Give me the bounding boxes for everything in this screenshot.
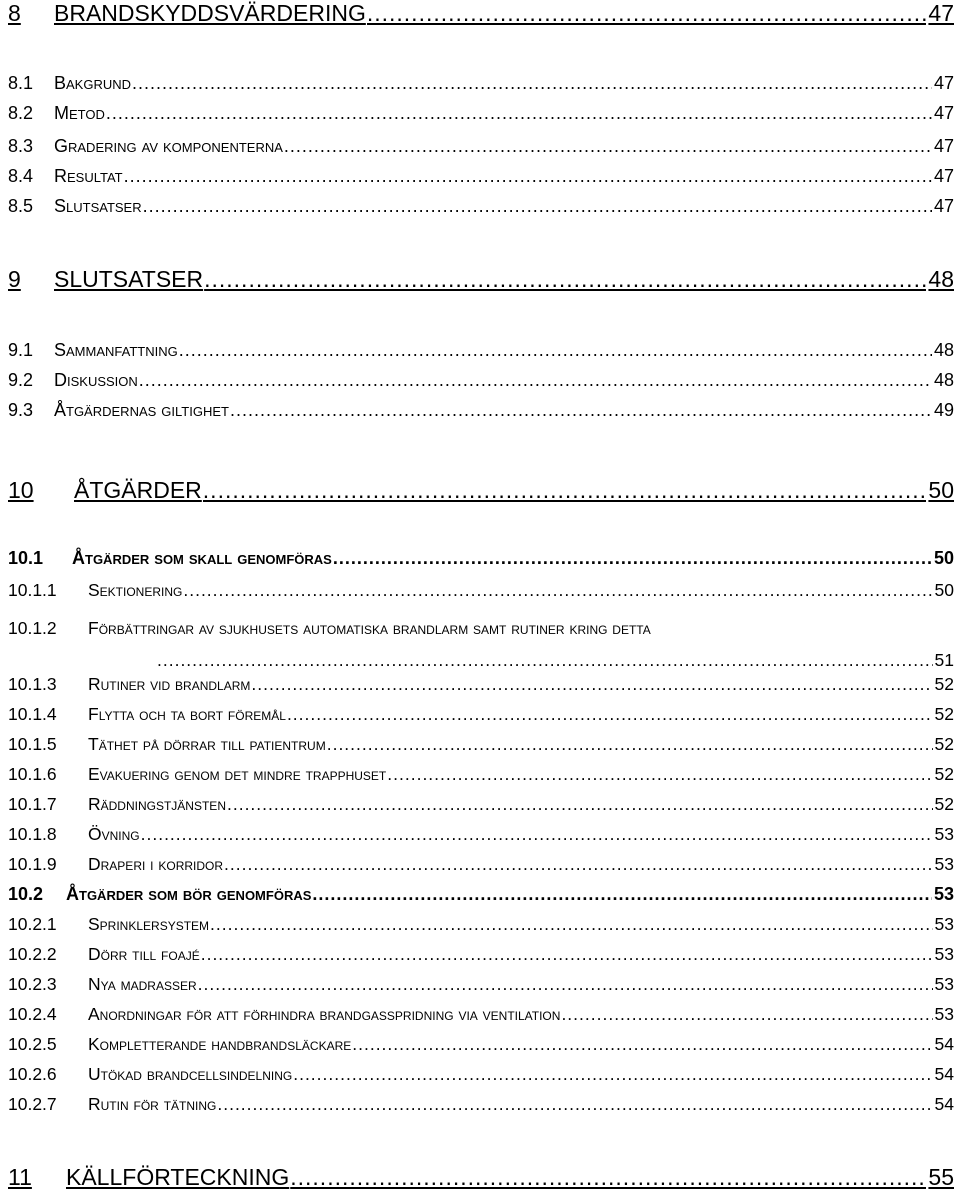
toc-entry-page: 54 (934, 1064, 954, 1084)
toc-entry[interactable] (8, 884, 954, 905)
toc-entry-title: Rutiner vid brandlarm (88, 674, 251, 694)
toc-entry[interactable] (8, 974, 954, 995)
leader-dots (352, 1034, 932, 1055)
toc-entry-continuation (8, 644, 954, 676)
toc-entry[interactable] (8, 477, 954, 504)
toc-entry-title: Bakgrund (54, 73, 132, 93)
toc-entry[interactable] (8, 548, 954, 569)
toc-entry-page: 53 (934, 974, 954, 994)
toc-entry-title: Diskussion (54, 370, 138, 390)
leader-dots (210, 914, 932, 935)
toc-entry-page: 52 (934, 674, 954, 694)
toc-entry-title: Sprinklersystem (88, 914, 210, 934)
leader-dots (139, 370, 932, 391)
toc-entry-page: 47 (933, 103, 954, 123)
toc-entry-title: Utökad brandcellsindelning (88, 1064, 293, 1084)
toc-entry-page: 49 (933, 400, 954, 420)
toc-entry[interactable] (8, 1094, 954, 1115)
toc-entry-title: KÄLLFÖRTECKNING (66, 1164, 290, 1190)
toc-entry-title: Dörr till foajé (88, 944, 200, 964)
leader-dots (141, 824, 933, 845)
toc-entry-title: Täthet på dörrar till patientrum (88, 734, 326, 754)
toc-entry-number: 10.2.7 (8, 1094, 57, 1114)
leader-dots (333, 548, 932, 569)
toc-entry-page: 47 (928, 0, 954, 26)
leader-dots (201, 944, 933, 965)
toc-entry-title: Övning (88, 824, 140, 844)
leader-dots (367, 0, 927, 27)
toc-entry-number: 10.2.6 (8, 1064, 57, 1084)
toc-entry-page: 53 (934, 1004, 954, 1024)
leader-dots (251, 674, 932, 695)
toc-entry[interactable] (8, 266, 954, 293)
toc-entry[interactable] (8, 764, 954, 785)
leader-dots (198, 974, 933, 995)
toc-entry[interactable] (8, 704, 954, 725)
toc-entry-page: 52 (934, 794, 954, 814)
toc-entry[interactable] (8, 1034, 954, 1055)
leader-dots (179, 340, 932, 361)
toc-entry-page: 47 (933, 136, 954, 156)
toc-entry-title: Sammanfattning (54, 340, 178, 360)
toc-entry[interactable] (8, 400, 954, 421)
toc-entry-title: Slutsatser (54, 196, 142, 216)
leader-dots (143, 196, 932, 217)
leader-dots (217, 1094, 932, 1115)
leader-dots (227, 794, 933, 815)
toc-entry-page: 53 (934, 914, 954, 934)
toc-entry[interactable] (8, 824, 954, 845)
leader-dots (106, 103, 932, 124)
toc-entry-title: Åtgärder som bör genomföras (66, 884, 312, 904)
toc-entry-number: 8.5 (8, 196, 34, 216)
toc-entry-page: 52 (934, 764, 954, 784)
toc-entry-number: 10.1.5 (8, 734, 57, 754)
toc-entry-page: 47 (933, 196, 954, 216)
toc-entry-page: 54 (934, 1034, 954, 1054)
toc-entry-title: Draperi i korridor (88, 854, 224, 874)
toc-entry-number: 10.1.7 (8, 794, 57, 814)
toc-entry-page: 54 (934, 1094, 954, 1114)
toc-entry-number: 8.2 (8, 103, 34, 123)
toc-entry[interactable] (8, 944, 954, 965)
toc-entry-page: 53 (933, 884, 954, 904)
toc-entry-title: Evakuering genom det mindre trapphuset (88, 764, 387, 784)
toc-entry-page: 53 (934, 824, 954, 844)
toc-entry-title: Anordningar för att förhindra brandgasspridning via ventilation (88, 1004, 561, 1024)
leader-dots (312, 884, 932, 905)
toc-entry-number: 9.1 (8, 340, 34, 360)
toc-entry-number: 11 (8, 1164, 32, 1190)
toc-entry-title: Metod (54, 103, 105, 123)
toc-entry-page: 50 (933, 548, 954, 568)
leader-dots (284, 136, 932, 157)
toc-entry-number: 10.1.6 (8, 764, 57, 784)
toc-entry-title: BRANDSKYDDSVÄRDERING (54, 0, 366, 26)
toc-entry-title: Gradering av komponenterna (54, 136, 283, 156)
leader-dots (132, 73, 932, 94)
toc-entry-title: Nya madrasser (88, 974, 197, 994)
toc-entry-title: Flytta och ta bort föremål (88, 704, 286, 724)
toc-entry-number: 10.1.8 (8, 824, 57, 844)
toc-entry[interactable] (8, 674, 954, 695)
toc-entry-page: 48 (928, 266, 954, 292)
toc-entry-number: 10.2.1 (8, 914, 57, 934)
toc-entry[interactable] (8, 1064, 954, 1085)
toc-entry-number: 8 (8, 0, 21, 26)
toc-entry[interactable] (8, 103, 954, 124)
toc-entry-title: Rutin för tätning (88, 1094, 217, 1114)
toc-entry-page: 51 (934, 650, 954, 670)
toc-entry-number: 10.2.3 (8, 974, 57, 994)
leader-dots (183, 580, 932, 601)
leader-dots (157, 644, 933, 676)
leader-dots (387, 764, 932, 785)
toc-entry-number: 8.3 (8, 136, 34, 156)
toc-entry-page: 55 (928, 1164, 954, 1190)
toc-entry-page: 50 (934, 580, 954, 600)
toc-entry[interactable] (8, 580, 954, 601)
toc-entry-page: 47 (933, 73, 954, 93)
toc-entry[interactable] (8, 1164, 954, 1191)
toc-entry-title: SLUTSATSER (54, 266, 204, 292)
toc-entry-number: 9.2 (8, 370, 34, 390)
toc-entry-number: 10.1.9 (8, 854, 57, 874)
toc-entry[interactable] (8, 612, 954, 670)
toc-entry-title: ÅTGÄRDER (74, 477, 202, 503)
toc-entry-number: 9.3 (8, 400, 34, 420)
toc-entry[interactable] (8, 340, 954, 361)
toc-entry-title: Kompletterande handbrandsläckare (88, 1034, 352, 1054)
leader-dots (230, 400, 932, 421)
toc-entry-page: 52 (934, 734, 954, 754)
leader-dots (290, 1164, 926, 1191)
toc-entry-number: 8.4 (8, 166, 34, 186)
leader-dots (203, 477, 927, 504)
toc-entry-title: Åtgärder som skall genomföras (72, 548, 332, 568)
toc-entry-page: 53 (934, 944, 954, 964)
toc-entry[interactable] (8, 734, 954, 755)
toc-entry-number: 10 (8, 477, 34, 503)
leader-dots (204, 266, 926, 293)
leader-dots (224, 854, 932, 875)
toc-entry-page: 47 (933, 166, 954, 186)
toc-entry[interactable] (8, 136, 954, 157)
toc-entry-page: 48 (933, 370, 954, 390)
toc-entry-title: Resultat (54, 166, 123, 186)
toc-entry-page: 50 (928, 477, 954, 503)
toc-entry[interactable] (8, 370, 954, 391)
toc-entry-number: 10.2 (8, 884, 44, 904)
toc-entry[interactable] (8, 794, 954, 815)
toc-entry-title: Åtgärdernas giltighet (54, 400, 229, 420)
toc-entry-page: 52 (934, 704, 954, 724)
toc-entry-number: 10.1.3 (8, 674, 57, 694)
toc-entry-title: Räddningstjänsten (88, 794, 226, 814)
leader-dots (287, 704, 933, 725)
toc-entry-number: 10.1 (8, 548, 44, 568)
toc-entry[interactable] (8, 0, 954, 27)
toc-entry-number: 10.1.1 (8, 580, 57, 600)
toc-entry-page: 53 (934, 854, 954, 874)
toc-entry-title: Förbättringar av sjukhusets automatiska brandlarm samt rutiner kring detta (88, 618, 651, 638)
toc-entry-number: 9 (8, 266, 21, 292)
toc-entry-page: 48 (933, 340, 954, 360)
toc-entry-title: Sektionering (88, 580, 183, 600)
toc-entry-number: 10.2.5 (8, 1034, 57, 1054)
toc-entry[interactable] (8, 854, 954, 875)
leader-dots (327, 734, 933, 755)
leader-dots (293, 1064, 932, 1085)
leader-dots (124, 166, 932, 187)
leader-dots (561, 1004, 932, 1025)
toc-entry[interactable] (8, 196, 954, 217)
toc-entry-number: 8.1 (8, 73, 34, 93)
toc-entry[interactable] (8, 1004, 954, 1025)
toc-entry[interactable] (8, 73, 954, 94)
toc-entry[interactable] (8, 914, 954, 935)
toc-entry-number: 10.2.4 (8, 1004, 57, 1024)
toc-entry-number: 10.1.4 (8, 704, 57, 724)
toc-entry-number: 10.1.2 (8, 618, 57, 638)
toc-entry-number: 10.2.2 (8, 944, 57, 964)
toc-entry[interactable] (8, 166, 954, 187)
